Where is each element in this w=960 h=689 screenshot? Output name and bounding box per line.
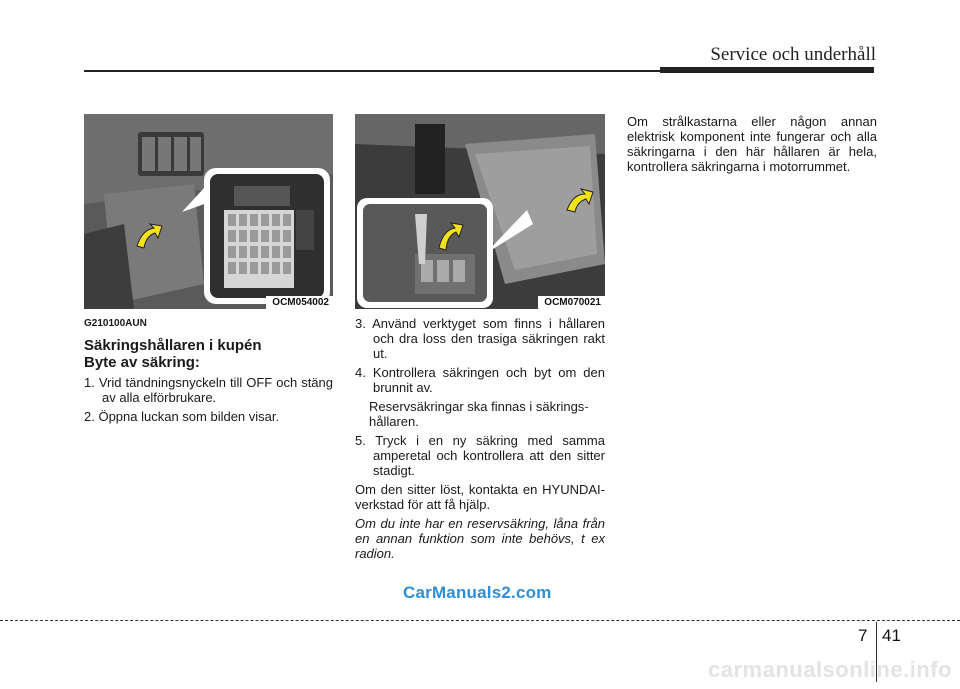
spare-fuse-note: Om du inte har en reservsäkring, låna från en annan funktion som inte behövs, t ex radion. [355, 516, 605, 561]
step-3: 3. Använd verktyget som finns i hållaren och dra loss den trasiga säkringen rakt ut. [355, 316, 605, 361]
section-heading: Säkringshållaren i kupén [84, 337, 262, 354]
figure-interior-fuse-box [84, 114, 333, 309]
footer-dashed-rule [0, 620, 960, 621]
engine-fuse-photo [355, 114, 605, 309]
page-header-title: Service och underhåll [710, 44, 876, 65]
section-subheading: Byte av säkring: [84, 354, 200, 371]
figure-code-1: OCM054002 [266, 296, 333, 309]
step-1: 1. Vrid tändningsnyckeln till OFF och stäng av alla elförbrukare. [84, 375, 333, 405]
page-number: 41 [882, 626, 901, 645]
reserve-note-hyphen: - [584, 399, 589, 414]
step-5: 5. Tryck i en ny säkring med samma amperetal och kontrollera att den sitter stadigt. [355, 433, 605, 478]
reserve-note-part-2: hållaren. [369, 414, 419, 429]
header-rule-accent [660, 67, 874, 73]
carmanuals-watermark[interactable]: CarManuals2.com [403, 583, 552, 602]
section-code: G210100AUN [84, 318, 147, 329]
column-1 [84, 316, 333, 428]
reserve-note [355, 399, 605, 429]
column-3 [627, 114, 877, 174]
interior-fuse-photo [84, 114, 333, 309]
step-2: 2. Öppna luckan som bilden visar. [84, 409, 280, 424]
reserve-note-part-1: Reservsäkringar ska finnas i säkrings [369, 399, 585, 414]
chapter-number: 7 [858, 626, 868, 645]
figure-code-2: OCM070021 [538, 296, 605, 309]
loose-fuse-note: Om den sitter löst, kontakta en HYUNDAI-verkstad för att få hjälp. [355, 482, 605, 512]
step-4: 4. Kontrollera säkringen och byt om den brunnit av. [355, 365, 605, 395]
headlamp-note: Om strålkastarna eller någon annan elektrisk komponent inte fungerar och alla säkringarna i den här hållaren är hela, kontrollera säkringarna i motorrummet. [627, 114, 877, 174]
site-watermark: carmanualsonline.info [708, 657, 952, 682]
figure-engine-fuse-box [355, 114, 605, 309]
column-2 [355, 316, 605, 561]
